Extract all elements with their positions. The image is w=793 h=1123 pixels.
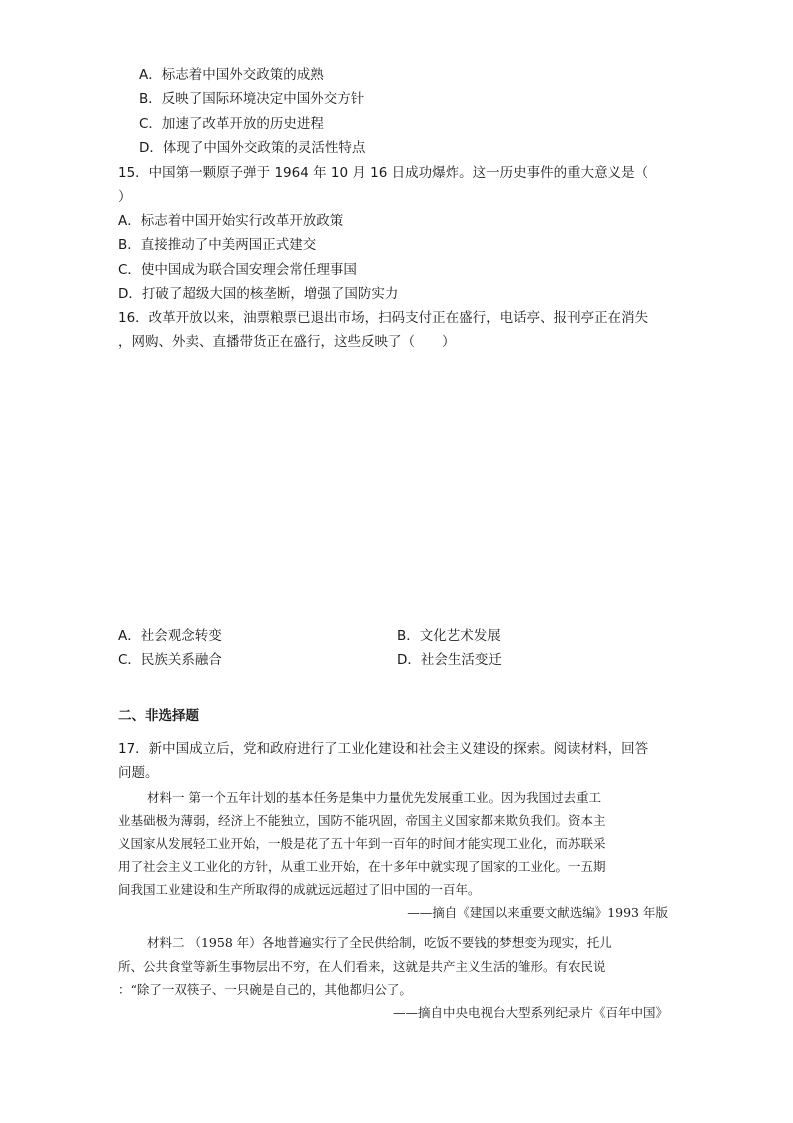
q14-option-d: D．体现了中国外交政策的灵活性特点	[139, 140, 366, 156]
q15-stem-continued: ）	[118, 189, 132, 205]
material1-line-1: 材料一 第一个五年计划的基本任务是集中力量优先发展重工业。因为我国过去重工	[147, 790, 601, 805]
q14-option-b: B．反映了国际环境决定中国外交方针	[139, 91, 365, 107]
q16-stem: 16．改革开放以来，油票粮票已退出市场，扫码支付正在盛行，电话亭、报刊亭正在消失	[118, 310, 649, 326]
q17-stem: 17．新中国成立后，党和政府进行了工业化建设和社会主义建设的探索。阅读材料，回答	[118, 741, 649, 757]
material2-line-2: 所、公共食堂等新生事物层出不穷，在人们看来，这就是共产主义生活的雏形。有农民说	[118, 959, 606, 974]
q15-option-c: C．使中国成为联合国安理会常任理事国	[118, 262, 357, 278]
material2-source: ——摘自中央电视台大型系列纪录片《百年中国》	[392, 1005, 668, 1020]
material2-line-3: ：“除了一双筷子、一只碗是自己的，其他都归公了。	[118, 982, 412, 997]
material2-line-1: 材料二 （1958 年）各地普遍实行了全民供给制，吃饭不要钱的梦想变为现实，托儿	[147, 935, 612, 950]
q15-stem: 15．中国第一颗原子弹于 1964 年 10 月 16 日成功爆炸。这一历史事件的重大意义是（	[118, 165, 649, 181]
q16-option-b: B．文化艺术发展	[397, 628, 501, 644]
material1-line-3: 义国家从发展轻工业开始，一般是花了五十年到一百年的时间才能实现工业化，而苏联采	[118, 836, 606, 851]
q16-option-a: A．社会观念转变	[118, 628, 222, 644]
q15-option-b: B．直接推动了中美两国正式建交	[118, 237, 317, 253]
q15-option-a: A．标志着中国开始实行改革开放政策	[118, 213, 344, 229]
material1-source: ——摘自《建国以来重要文献选编》1993 年版	[407, 905, 668, 920]
q16-option-d: D．社会生活变迁	[397, 652, 502, 668]
q14-option-a: A．标志着中国外交政策的成熟	[139, 67, 324, 83]
q14-option-c: C．加速了改革开放的历史进程	[139, 116, 324, 132]
q17-stem-continued: 问题。	[118, 765, 159, 781]
q16-option-c: C．民族关系融合	[118, 652, 222, 668]
q15-option-d: D．打破了超级大国的核垄断，增强了国防实力	[118, 286, 399, 302]
section-two-title: 二、非选择题	[118, 708, 199, 724]
q16-stem-continued: ，网购、外卖、直播带货正在盛行，这些反映了（ ）	[118, 334, 456, 350]
material1-line-4: 用了社会主义工业化的方针，从重工业开始，在十多年中就实现了国家的工业化。一五期	[118, 859, 606, 874]
material1-line-5: 间我国工业建设和生产所取得的成就远远超过了旧中国的一百年。	[118, 882, 481, 897]
material1-line-2: 业基础极为薄弱，经济上不能独立，国防不能巩固，帝国主义国家都来欺负我们。资本主	[118, 813, 606, 828]
